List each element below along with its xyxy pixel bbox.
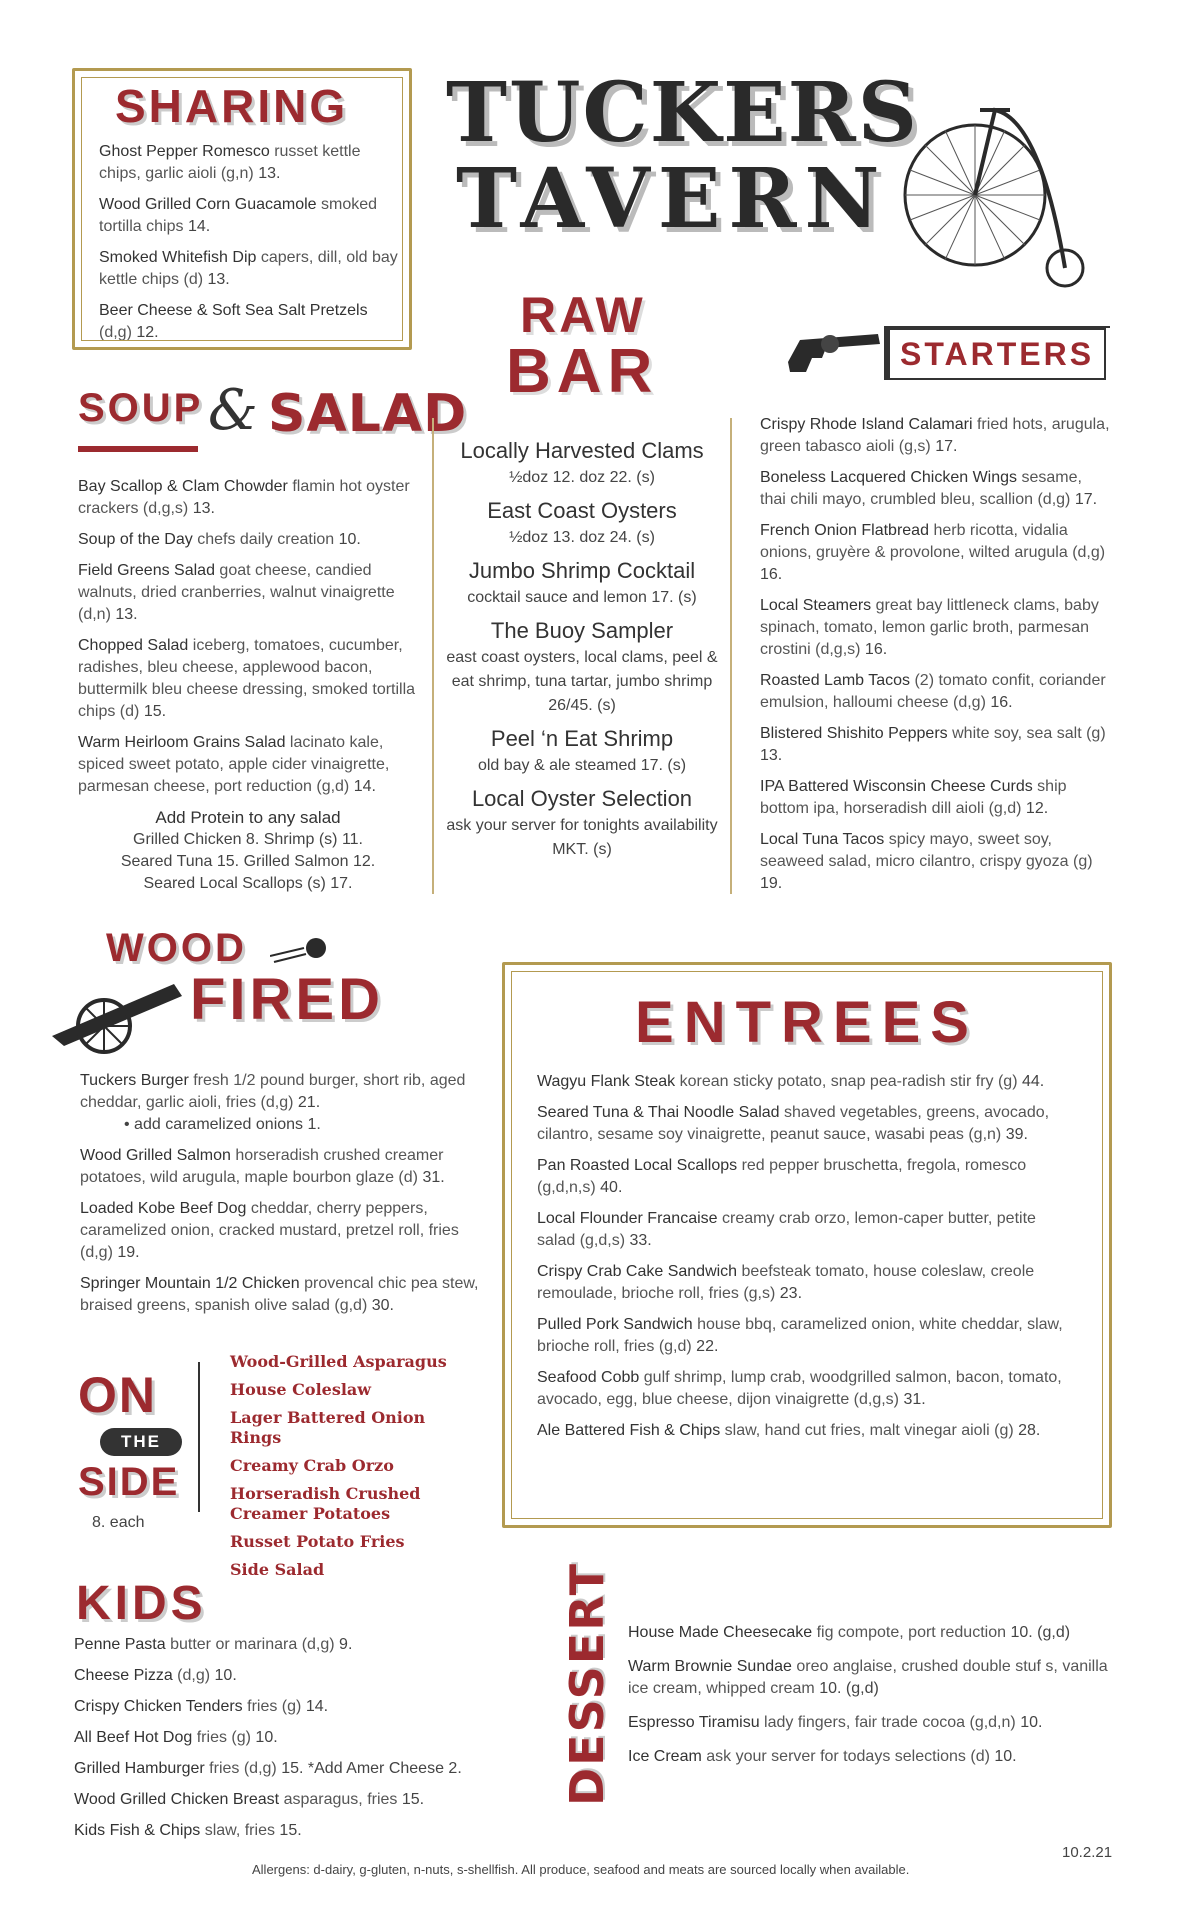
starters-rule — [884, 326, 1110, 328]
list-item: Crispy Chicken Tenders fries (g) 14. — [74, 1698, 329, 1715]
protein-title: Add Protein to any salad — [155, 808, 341, 827]
list-item: Wood Grilled Corn Guacamole smoked tortilla chips 14. — [99, 196, 378, 235]
list-item: Crispy Crab Cake Sandwich beefsteak tomato, house coleslaw, creole remoulade, brioche roll, fries (g,s) 23. — [537, 1263, 1035, 1302]
side-title-side: SIDE — [78, 1460, 180, 1504]
raw-bar-rule-left — [432, 418, 434, 894]
list-item: Seared Tuna & Thai Noodle Salad shaved vegetables, greens, avocado, cilantro, sesame soy vinaigrette, peanut sauce, wasabi peas (g,n) 39. — [537, 1104, 1050, 1143]
raw-bar-title-a: RAW — [520, 287, 646, 343]
brand-line-2: TAVERN — [456, 151, 888, 247]
raw-bar-list — [442, 430, 722, 862]
list-item: The Buoy Sampler east coast oysters, local clams, peel & eat shrimp, tuna tartar, jumbo shrimp 26/45. (s) — [446, 618, 718, 714]
side-divider — [198, 1362, 200, 1512]
list-item: Pulled Pork Sandwich house bbq, caramelized onion, white cheddar, slaw, brioche roll, fries (g,d) 22. — [537, 1316, 1063, 1355]
list-item: Warm Heirloom Grains Salad lacinato kale, spiced sweet potato, apple cider vinaigrette, parmesan cheese, port reduction (g,d) 14. — [78, 734, 390, 795]
list-item: Pan Roasted Local Scallops red pepper bruschetta, fregola, romesco (g,d,n,s) 40. — [537, 1157, 1027, 1196]
list-item: Soup of the Day chefs daily creation 10. — [78, 531, 361, 548]
list-item: Cheese Pizza (d,g) 10. — [74, 1667, 237, 1684]
list-item: Blistered Shishito Peppers white soy, sea salt (g) 13. — [760, 725, 1106, 764]
list-item: French Onion Flatbread herb ricotta, vidalia onions, gruyère & provolone, wilted arugula (d,g) 16. — [760, 522, 1106, 583]
brand-line-1: TUCKERS — [446, 65, 919, 161]
list-item: Peel ‘n Eat Shrimp old bay & ale steamed 17. (s) — [477, 726, 687, 774]
kids-title: KIDS — [76, 1577, 207, 1630]
side-title-the-text: THE — [121, 1432, 161, 1451]
side-title-on: ON — [78, 1367, 157, 1423]
list-item: Smoked Whitefish Dip capers, dill, old bay kettle chips (d) 13. — [99, 249, 398, 288]
wood-title: WOOD — [106, 926, 247, 970]
starters-title: STARTERS — [900, 336, 1095, 372]
protein-line: Grilled Chicken 8. Shrimp (s) 11. — [133, 831, 363, 848]
list-item: Ghost Pepper Romesco russet kettle chips, garlic aioli (g,n) 13. — [99, 143, 361, 182]
soup-title: SOUP — [78, 386, 204, 430]
list-item: Wood-Grilled Asparagus — [230, 1352, 447, 1371]
starters-list — [760, 414, 1112, 904]
list-item: Wagyu Flank Steak korean sticky potato, snap pea-radish stir fry (g) 44. — [537, 1073, 1045, 1090]
entrees-title: ENTREES — [635, 990, 979, 1055]
list-item: Boneless Lacquered Chicken Wings sesame, thai chili mayo, crumbled bleu, scallion (d,g) 17. — [760, 469, 1098, 508]
list-item: Kids Fish & Chips slaw, fries 15. — [74, 1822, 302, 1839]
list-item: Bay Scallop & Clam Chowder flamin hot oyster crackers (d,g,s) 13. — [78, 478, 410, 517]
soup-amp: & — [208, 378, 258, 443]
dessert-list — [628, 1622, 1108, 1777]
entrees-list — [537, 1071, 1077, 1451]
fired-title: FIRED — [190, 967, 384, 1032]
list-item: Side Salad — [230, 1560, 325, 1579]
list-item: Warm Brownie Sundae oreo anglaise, crushed double stuf s, vanilla ice cream, whipped cream 10. (g,d) — [628, 1658, 1108, 1697]
starters-banner — [884, 328, 1106, 380]
protein-line: Seared Local Scallops (s) 17. — [143, 875, 353, 892]
list-item: Jumbo Shrimp Cocktail cocktail sauce and lemon 17. (s) — [467, 558, 697, 606]
list-item: Springer Mountain 1/2 Chicken provencal chic pea stew, braised greens, spanish olive salad (g,d) 30. — [80, 1275, 479, 1314]
side-list — [230, 1352, 480, 1588]
protein-addon — [78, 807, 418, 895]
list-item: Field Greens Salad goat cheese, candied walnuts, dried cranberries, walnut vinaigrette (d,n) 13. — [78, 562, 395, 623]
list-item: House Made Cheesecake fig compote, port reduction 10. (g,d) — [628, 1624, 1071, 1641]
dessert-title: DESSERT — [560, 1562, 614, 1806]
list-item: Penne Pasta butter or marinara (d,g) 9. — [74, 1636, 353, 1653]
list-item: Lager Battered Onion Rings — [230, 1408, 426, 1447]
wood-fired-list — [80, 1070, 480, 1326]
list-item: Creamy Crab Orzo — [230, 1456, 394, 1475]
list-item: Wood Grilled Salmon horseradish crushed creamer potatoes, wild arugula, maple bourbon glaze (d) 31. — [80, 1147, 445, 1186]
sharing-list — [99, 141, 399, 353]
list-item: Loaded Kobe Beef Dog cheddar, cherry peppers, caramelized onion, cracked mustard, pretzel roll, fries (d,g) 19. — [80, 1200, 459, 1261]
list-item: Russet Potato Fries — [230, 1532, 405, 1551]
list-item: East Coast Oysters ½doz 13. doz 24. (s) — [487, 498, 677, 546]
side-title-the — [100, 1428, 182, 1456]
brand-logo — [446, 65, 919, 247]
entrees-box — [502, 962, 1112, 1528]
list-item: Grilled Hamburger fries (d,g) 15. *Add Amer Cheese 2. — [74, 1760, 462, 1777]
soup-salad-list — [78, 476, 418, 895]
protein-line: Seared Tuna 15. Grilled Salmon 12. — [120, 853, 376, 870]
menu-date: 10.2.21 — [1062, 1844, 1113, 1861]
list-item: House Coleslaw — [230, 1380, 372, 1399]
sharing-title: SHARING — [115, 80, 349, 132]
list-item: Tuckers Burger fresh 1/2 pound burger, short rib, aged cheddar, garlic aioli, fries (d,g) 21. — [80, 1072, 466, 1111]
list-item: Horseradish Crushed Creamer Potatoes — [230, 1484, 421, 1523]
revolver-icon — [778, 322, 888, 378]
raw-bar-title-b: BAR — [506, 337, 659, 406]
list-item: Local Flounder Francaise creamy crab orzo, lemon-caper butter, petite salad (g,d,s) 33. — [537, 1210, 1036, 1249]
list-item: Local Oyster Selection ask your server for tonights availability MKT. (s) — [446, 786, 718, 858]
soup-rule — [78, 446, 198, 452]
list-item: Ice Cream ask your server for todays selections (d) 10. — [628, 1748, 1017, 1765]
list-item: Crispy Rhode Island Calamari fried hots, arugula, green tabasco aioli (g,s) 17. — [760, 416, 1110, 455]
list-item: Chopped Salad iceberg, tomatoes, cucumber, radishes, bleu cheese, applewood bacon, buttermilk bleu cheese dressing, smoked tortilla chips (d) 15. — [78, 637, 416, 720]
list-item: Roasted Lamb Tacos (2) tomato confit, coriander emulsion, halloumi cheese (d,g) 16. — [760, 672, 1106, 711]
list-item: Local Steamers great bay littleneck clams, baby spinach, tomato, lemon garlic broth, parmesan crostini (d,g,s) 16. — [760, 597, 1099, 658]
allergens-note: Allergens: d-dairy, g-gluten, n-nuts, s-shellfish. All produce, seafood and meats are sourced locally when available. — [252, 1862, 910, 1877]
burger-addon: • add caramelized onions 1. — [124, 1116, 321, 1133]
list-item: Wood Grilled Chicken Breast asparagus, fries 15. — [74, 1791, 425, 1808]
list-item: Local Tuna Tacos spicy mayo, sweet soy, seaweed salad, micro cilantro, crispy gyoza (g) 19. — [760, 831, 1093, 892]
list-item: Ale Battered Fish & Chips slaw, hand cut fries, malt vinegar aioli (g) 28. — [537, 1422, 1041, 1439]
list-item: All Beef Hot Dog fries (g) 10. — [74, 1729, 278, 1746]
salad-title: SALAD — [268, 384, 468, 444]
cannonball-icon — [270, 936, 330, 966]
side-price: 8. each — [92, 1514, 145, 1531]
bicycle-icon — [900, 100, 1090, 290]
list-item: Espresso Tiramisu lady fingers, fair trade cocoa (g,d,n) 10. — [628, 1714, 1043, 1731]
list-item: Seafood Cobb gulf shrimp, lump crab, woodgrilled salmon, bacon, tomato, avocado, egg, blue cheese, dijon vinaigrette (d,g,s) 31. — [537, 1369, 1062, 1408]
list-item: Locally Harvested Clams ½doz 12. doz 22. (s) — [460, 438, 704, 486]
cannon-icon — [44, 966, 194, 1056]
raw-bar-rule-right — [730, 418, 732, 894]
sharing-box — [72, 68, 412, 350]
list-item: Beer Cheese & Soft Sea Salt Pretzels (d,g) 12. — [99, 302, 368, 341]
list-item: IPA Battered Wisconsin Cheese Curds ship bottom ipa, horseradish dill aioli (g,d) 12. — [760, 778, 1067, 817]
kids-list — [74, 1634, 534, 1851]
